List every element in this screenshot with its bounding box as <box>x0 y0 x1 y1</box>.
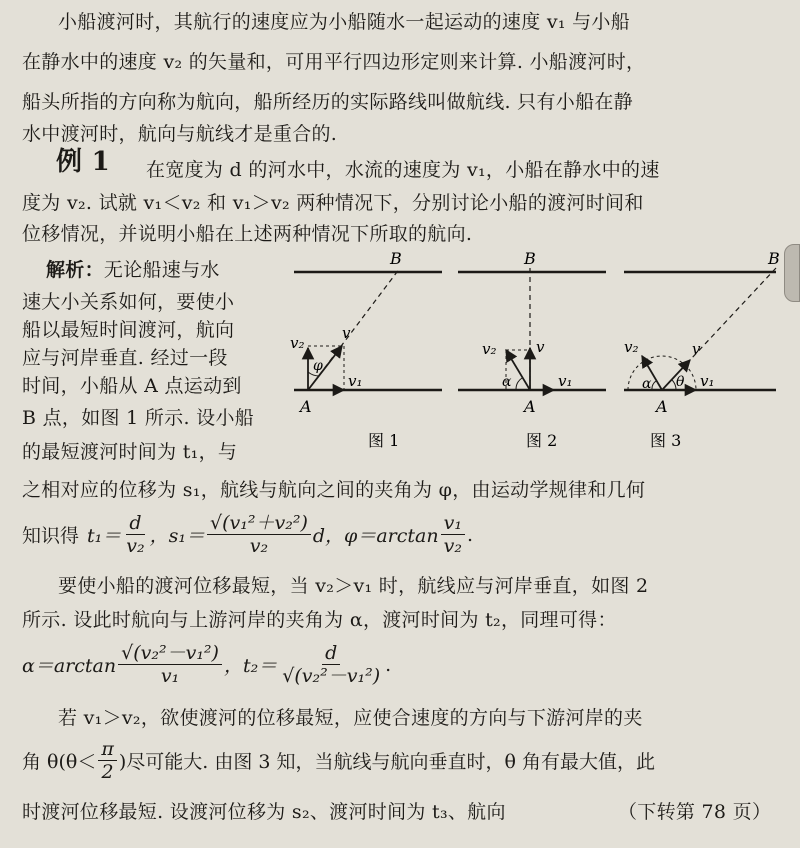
paragraph-1-line-3: 船头所指的方向称为航向，船所经历的实际路线叫做航线. 只有小船在静 <box>22 91 633 113</box>
knowledge-prefix: 知识得 <box>22 525 80 547</box>
solution-line-2: 速大小关系如何，要使小 <box>22 291 235 313</box>
paragraph-2-line-2: 所示. 设此时航向与上游河岸的夹角为 α，渡河时间为 t₂，同理可得： <box>22 609 617 631</box>
figures-svg <box>280 244 790 474</box>
example-line-3: 位移情况，并说明小船在上述两种情况下所取的航向. <box>22 223 473 245</box>
fig2-label-v1: v₁ <box>558 372 573 390</box>
example-line-2: 度为 v₂. 试就 v₁＜v₂ 和 v₁＞v₂ 两种情况下，分别讨论小船的渡河时间和 <box>22 192 644 214</box>
fig3-label-v: v <box>692 340 701 358</box>
formula-1-end: . <box>466 523 474 546</box>
fig3-label-v1: v₁ <box>700 372 715 390</box>
pi-numerator: π <box>98 738 117 761</box>
solution-line-7: 的最短渡河时间为 t₁，与 <box>22 441 238 463</box>
alpha-fraction <box>118 642 222 687</box>
s1-fraction <box>207 512 311 557</box>
fig3-label-a: A <box>656 397 668 416</box>
t2-label: ，t₂＝ <box>223 655 278 677</box>
paragraph-3-line-2 <box>22 738 655 783</box>
fig2-label-a: A <box>524 397 536 416</box>
t1-denominator: v₂ <box>126 535 145 557</box>
figure-1 <box>290 249 442 450</box>
solution-line-3: 船以最短时间渡河，航向 <box>22 319 235 341</box>
fig3-circle-arc <box>628 356 696 390</box>
t2-fraction <box>279 642 383 687</box>
s1-label: ，s₁＝ <box>149 525 206 547</box>
fig1-label-v2: v₂ <box>290 334 305 352</box>
continued-note: （下转第 78 页） <box>618 801 772 823</box>
fig1-label-v: v <box>342 324 351 342</box>
pi-denominator: 2 <box>101 761 114 783</box>
figure-3 <box>624 249 780 450</box>
formula-line-1 <box>22 512 473 557</box>
fig1-label-a: A <box>300 397 312 416</box>
fig2-label-alpha: α <box>502 374 512 390</box>
fig2-label-v2: v₂ <box>482 340 497 358</box>
paragraph-3-line-3: 时渡河位移最短. 设渡河位移为 s₂、渡河时间为 t₃、航向 <box>22 801 506 823</box>
solution-label: 解析： <box>46 259 104 281</box>
fig2-caption: 图 2 <box>526 431 558 450</box>
paragraph-3-line-2a: 角 θ(θ＜ <box>22 751 97 773</box>
paragraph-1-line-4: 水中渡河时，航向与航线才是重合的. <box>22 123 338 145</box>
alpha-label: α＝arctan <box>22 655 117 677</box>
solution-line-6: B 点，如图 1 所示. 设小船 <box>22 407 255 429</box>
solution-line-5: 时间，小船从 A 点运动到 <box>22 375 242 397</box>
solution-line-1 <box>46 258 220 282</box>
paragraph-3-line-2b: )尽可能大. 由图 3 知，当航线与航向垂直时，θ 角有最大值，此 <box>118 751 655 773</box>
paragraph-1-line-2: 在静水中的速度 v₂ 的矢量和，可用平行四边形定则来计算. 小船渡河时， <box>22 51 646 73</box>
pi-fraction <box>98 738 117 783</box>
t2-numerator: d <box>322 642 340 665</box>
solution-line-1-text: 无论船速与水 <box>103 259 220 281</box>
fig3-label-theta: θ <box>676 374 685 390</box>
fig3-caption: 图 3 <box>650 431 682 450</box>
phi-denominator: v₂ <box>443 535 462 557</box>
t1-numerator: d <box>126 512 144 535</box>
paragraph-3-line-1: 若 v₁＞v₂，欲使渡河的位移最短，应使合速度的方向与下游河岸的夹 <box>58 707 643 729</box>
fig3-label-alpha: α <box>642 376 652 392</box>
paragraph-1-line-1: 小船渡河时，其航行的速度应为小船随水一起运动的速度 v₁ 与小船 <box>58 11 631 33</box>
example-line-1: 在宽度为 d 的河水中，水流的速度为 v₁，小船在静水中的速 <box>146 159 660 181</box>
example-mark <box>56 147 111 177</box>
phi-numerator: v₁ <box>441 512 465 535</box>
s1-numerator: √(v₁²＋v₂²) <box>207 512 311 535</box>
fig3-label-b: B <box>768 249 780 268</box>
s1-tail: d，φ＝arctan <box>312 525 439 547</box>
t2-denominator: √(v₂²－v₁²) <box>282 665 381 687</box>
fig1-label-v1: v₁ <box>348 372 363 390</box>
alpha-numerator: √(v₂²－v₁²) <box>118 642 222 665</box>
alpha-denominator: v₁ <box>160 665 180 687</box>
solution-line-4: 应与河岸垂直. 经过一段 <box>22 347 228 369</box>
example-number: 例 1 <box>56 147 111 177</box>
t1-fraction <box>123 512 147 557</box>
page-edge-tab <box>784 244 800 302</box>
paragraph-2-line-1: 要使小船的渡河位移最短，当 v₂＞v₁ 时，航线应与河岸垂直，如图 2 <box>58 575 649 597</box>
fig2-angle-arc <box>516 378 522 390</box>
formula-line-2 <box>22 642 391 687</box>
phi-fraction <box>441 512 465 557</box>
t1-label: t₁＝ <box>87 525 122 547</box>
fig1-label-phi: φ <box>313 358 323 374</box>
formula-2-end: . <box>385 653 392 676</box>
solution-line-8: 之相对应的位移为 s₁，航线与航向之间的夹角为 φ，由运动学规律和几何 <box>22 479 646 501</box>
fig1-caption: 图 1 <box>368 431 400 450</box>
fig3-alpha-arc <box>652 381 656 390</box>
s1-denominator: v₂ <box>249 535 269 557</box>
fig2-label-v: v <box>536 338 545 356</box>
fig1-label-b: B <box>390 249 402 268</box>
figure-2 <box>458 249 606 450</box>
fig2-label-b: B <box>524 249 536 268</box>
fig3-label-v2: v₂ <box>624 338 639 356</box>
